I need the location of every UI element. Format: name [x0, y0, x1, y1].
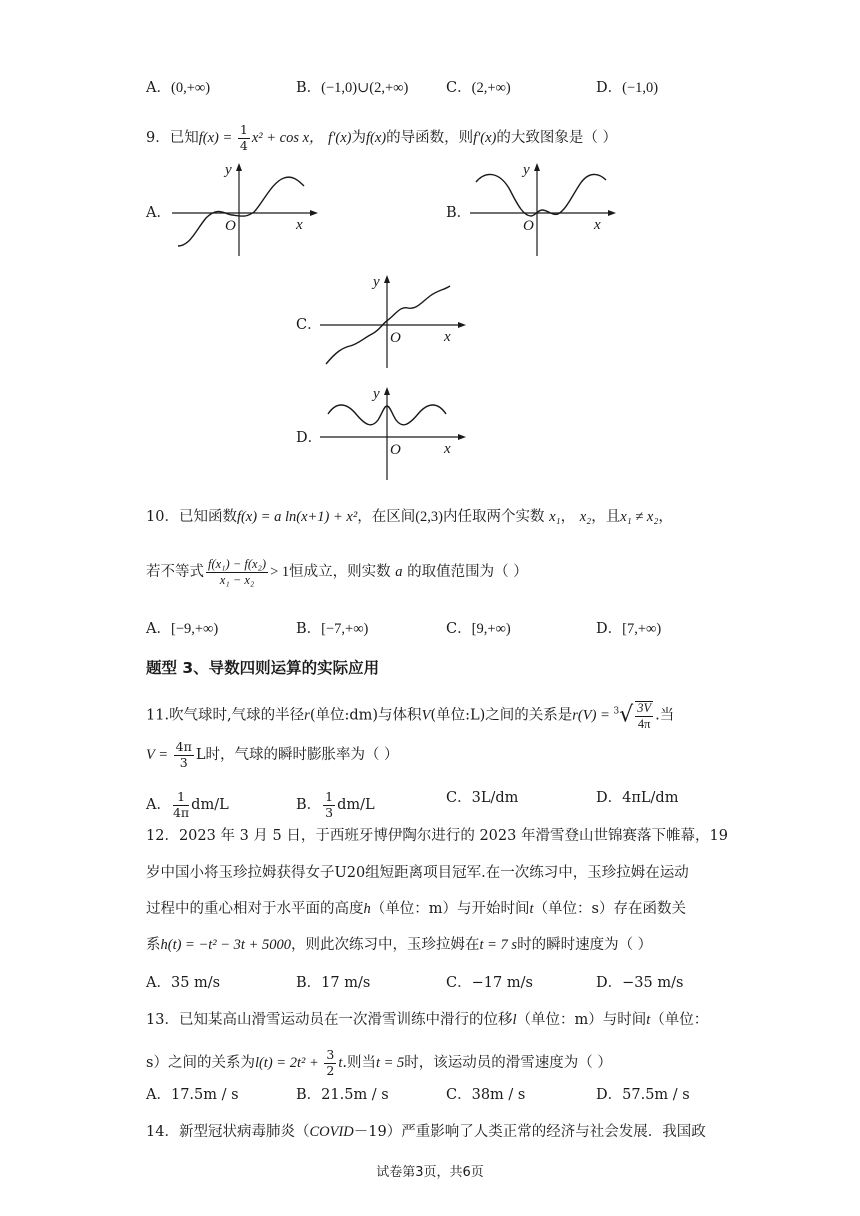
q8-option-b: B．(−1,0)∪(2,+∞)	[296, 80, 409, 96]
q10-option-b: B．[−7,+∞)	[296, 621, 369, 637]
svg-text:y: y	[523, 162, 530, 178]
q9-graph-d	[318, 384, 468, 484]
q12-line2: 岁中国小将玉珍拉姆获得女子U20组短距离项目冠军.在一次练习中，玉珍拉姆在运动	[146, 865, 689, 881]
q11-stem-line1: 11.吹气球时,气球的半径r(单位:dm)与体积V(单位:L)之间的关系是r(V) = $^3$√ $\frac{3V}{4\pi}$ .当	[146, 701, 675, 731]
q12-option-d: D．−35 m/s	[596, 975, 684, 991]
q13-option-d: D．57.5m / s	[596, 1087, 690, 1103]
svg-text:O: O	[523, 218, 534, 234]
q13-line1: 13．已知某高山滑雪运动员在一次滑雪训练中滑行的位移l（单位：m）与时间t（单位：	[146, 1012, 709, 1028]
q9-label-b: B．	[446, 205, 472, 221]
q9-graph-a	[170, 160, 320, 260]
q8-option-d: D．(−1,0)	[596, 80, 659, 96]
q9-graph-c	[318, 272, 468, 372]
q8-option-c: C．(2,+∞)	[446, 80, 511, 96]
axis-x-label: x	[296, 217, 303, 233]
q11-option-d: D．4πL/dm	[596, 790, 679, 806]
q11-option-a: A． $\frac{1}{4\pi}$ dm/L	[146, 789, 229, 820]
q11-option-b: B． $\frac{1}{3}$ dm/L	[296, 789, 375, 820]
q9-label-a: A．	[146, 205, 171, 221]
q10-option-d: D．[7,+∞)	[596, 621, 662, 637]
q10-stem-line2: 若不等式 $\frac{\text{f(x₁) − f(x₂)}}{\text{x₁ − x₂}}$ > 1恒成立，则实数 a 的取值范围为（ ）	[146, 557, 528, 587]
q12-line3: 过程中的重心相对于水平面的高度h（单位：m）与开始时间t（单位：s）存在函数关	[146, 901, 686, 917]
q13-option-c: C．38m / s	[446, 1087, 526, 1103]
q9-label-d: D．	[296, 430, 323, 446]
q12-option-c: C．−17 m/s	[446, 975, 533, 991]
q9-label-c: C．	[296, 317, 322, 333]
q13-option-a: A．17.5m / s	[146, 1087, 239, 1103]
q14-line1: 14．新型冠状病毒肺炎（COVID－19）严重影响了人类正常的经济与社会发展．我国政	[146, 1124, 706, 1140]
svg-text:x: x	[444, 441, 451, 457]
q11-option-c: C．3L/dm	[446, 790, 519, 806]
svg-text:O: O	[390, 330, 401, 346]
q12-line1: 12．2023 年 3 月 5 日，于西班牙博伊陶尔进行的 2023 年滑雪登山世锦赛落下帷幕，19	[146, 828, 728, 844]
q11-stem-line2: V = $\frac{4\pi}{3}$ L时，气球的瞬时膨胀率为（ ）	[146, 739, 399, 770]
axis-y-label: y	[225, 162, 232, 178]
svg-text:y: y	[373, 274, 380, 290]
q13-option-b: B．21.5m / s	[296, 1087, 389, 1103]
q10-option-c: C．[9,+∞)	[446, 621, 511, 637]
q10-option-a: A．[−9,+∞)	[146, 621, 219, 637]
q12-option-b: B．17 m/s	[296, 975, 371, 991]
svg-text:x: x	[594, 217, 601, 233]
section-heading: 题型 3、导数四则运算的实际应用	[146, 659, 380, 677]
svg-text:x: x	[444, 329, 451, 345]
q10-stem-line1: 10．已知函数f(x) = a ln(x+1) + x²，在区间(2,3)内任取两个实数 x₁， x₂，且x₁ ≠ x₂，	[146, 509, 673, 525]
q9-stem: 9．已知f(x) = $\frac{1}{4}$ x² + cos x， f′(x)为f(x)的导函数，则f′(x)的大致图象是（ ）	[146, 122, 617, 153]
q12-line4: 系h(t) = −t² − 3t + 5000，则此次练习中，玉珍拉姆在t = 7 s时的瞬时速度为（ ）	[146, 937, 653, 953]
q8-option-a: A．(0,+∞)	[146, 80, 211, 96]
page-footer: 试卷第3页，共6页	[376, 1165, 484, 1180]
q12-option-a: A．35 m/s	[146, 975, 221, 991]
q9-graph-b	[468, 160, 618, 260]
svg-text:y: y	[373, 386, 380, 402]
svg-text:O: O	[390, 442, 401, 458]
origin-label: O	[225, 218, 236, 234]
q13-line2: s）之间的关系为l(t) = 2t² + $\frac{3}{2}$ t.则当t = 5时，该运动员的滑雪速度为（ ）	[146, 1047, 612, 1078]
